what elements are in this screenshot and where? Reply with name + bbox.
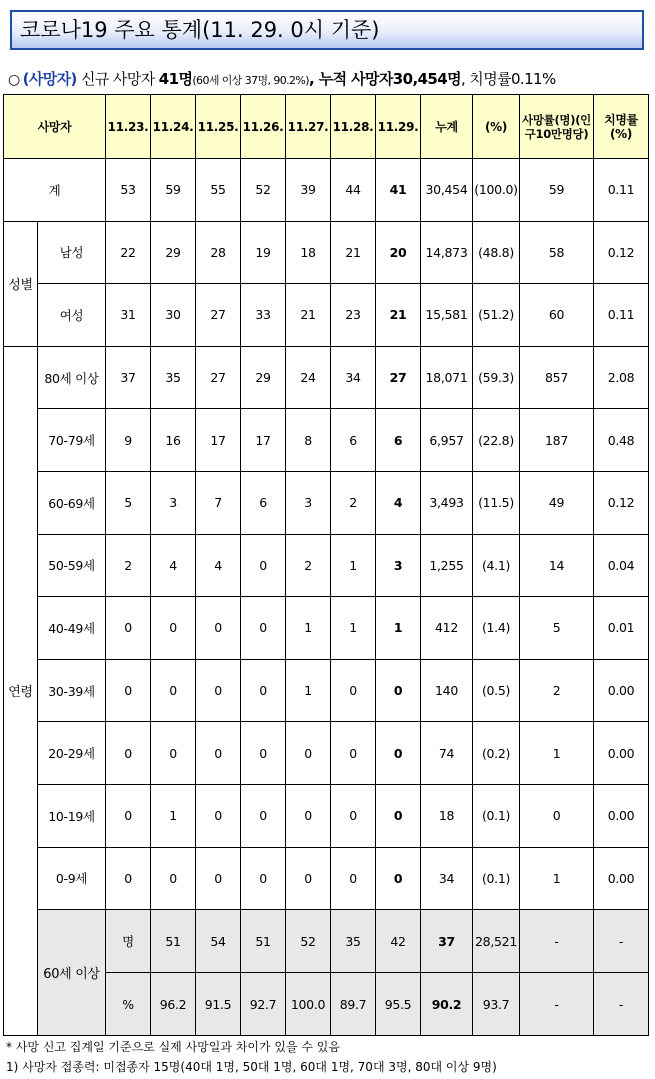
table-row xyxy=(4,597,649,660)
header-cfr: 치명률(%) xyxy=(594,95,649,159)
footnotes xyxy=(6,1037,651,1077)
daily-value: 0 xyxy=(196,659,241,722)
daily-value: 5 xyxy=(106,471,151,534)
daily-value: 0 xyxy=(331,784,376,847)
daily-value: 54 xyxy=(196,910,241,973)
percent-value: (11.5) xyxy=(473,471,520,534)
daily-value: 96.2 xyxy=(151,973,196,1036)
page-title: 코로나19 주요 통계(11. 29. 0시 기준) xyxy=(10,10,644,50)
daily-value: 30 xyxy=(151,284,196,347)
table-row xyxy=(4,659,649,722)
today-value: 90.2 xyxy=(421,973,473,1036)
table-row xyxy=(4,534,649,597)
daily-value: 27 xyxy=(196,284,241,347)
cfr-value: 0.00 xyxy=(594,659,649,722)
header-percent: (%) xyxy=(473,95,520,159)
daily-value: 27 xyxy=(196,346,241,409)
death-rate-value: 58 xyxy=(520,221,594,284)
daily-value: 9 xyxy=(106,409,151,472)
row-label: 남성 xyxy=(38,221,106,284)
percent-value: (0.5) xyxy=(473,659,520,722)
cumulative-value: 140 xyxy=(421,659,473,722)
daily-value: 1 xyxy=(286,659,331,722)
daily-value: 1 xyxy=(331,597,376,660)
header-date: 11.25. xyxy=(196,95,241,159)
daily-value: 17 xyxy=(196,409,241,472)
cfr-value: 0.12 xyxy=(594,221,649,284)
daily-value: 8 xyxy=(286,409,331,472)
summary-new-detail: (60세 이상 37명, 90.2%) xyxy=(192,74,309,87)
daily-value: 0 xyxy=(151,659,196,722)
daily-value: 17 xyxy=(241,409,286,472)
header-death-rate: 사망률(명)(인구10만명당) xyxy=(520,95,594,159)
daily-value: 59 xyxy=(151,159,196,222)
daily-value: 51 xyxy=(241,910,286,973)
summary-label: (사망자) xyxy=(22,70,77,88)
daily-value: 0 xyxy=(106,722,151,785)
table-row xyxy=(4,284,649,347)
today-value: 37 xyxy=(421,910,473,973)
summary-cum-prefix: , 누적 xyxy=(308,70,352,88)
summary-new-prefix: 신규 사망자 xyxy=(76,70,159,88)
daily-value: 16 xyxy=(151,409,196,472)
daily-value: 2 xyxy=(286,534,331,597)
daily-value: 100.0 xyxy=(286,973,331,1036)
today-value: 27 xyxy=(376,346,421,409)
daily-value: 0 xyxy=(106,784,151,847)
row-label: 60-69세 xyxy=(38,471,106,534)
cumulative-value: 18,071 xyxy=(421,346,473,409)
daily-value: 0 xyxy=(331,722,376,785)
daily-value: 37 xyxy=(106,346,151,409)
daily-value: 53 xyxy=(106,159,151,222)
death-rate-value: 5 xyxy=(520,597,594,660)
daily-value: 44 xyxy=(331,159,376,222)
death-rate-value: 1 xyxy=(520,847,594,910)
cumulative-value: 3,493 xyxy=(421,471,473,534)
summary-cum-label: 사망자30,454명 xyxy=(351,70,461,88)
row-label: 40-49세 xyxy=(38,597,106,660)
daily-value: 0 xyxy=(241,534,286,597)
daily-value: 92.7 xyxy=(241,973,286,1036)
daily-value: 1 xyxy=(331,534,376,597)
daily-value: 2 xyxy=(331,471,376,534)
daily-value: 0 xyxy=(196,784,241,847)
daily-value: 0 xyxy=(106,847,151,910)
daily-value: 0 xyxy=(286,847,331,910)
header-date: 11.27. xyxy=(286,95,331,159)
daily-value: 52 xyxy=(241,159,286,222)
today-value: 1 xyxy=(376,597,421,660)
cumulative-value: 93.7 xyxy=(473,973,520,1036)
cfr-value: 0.00 xyxy=(594,847,649,910)
death-rate-value: 49 xyxy=(520,471,594,534)
daily-value: 2 xyxy=(106,534,151,597)
header-date: 11.26. xyxy=(241,95,286,159)
cumulative-value: 74 xyxy=(421,722,473,785)
percent-value: (22.8) xyxy=(473,409,520,472)
row-label: 계 xyxy=(4,159,106,222)
daily-value: 4 xyxy=(196,534,241,597)
today-value: 0 xyxy=(376,784,421,847)
percent-value: (1.4) xyxy=(473,597,520,660)
percent-value: (4.1) xyxy=(473,534,520,597)
death-rate-value: 60 xyxy=(520,284,594,347)
daily-value: 89.7 xyxy=(331,973,376,1036)
daily-value: 95.5 xyxy=(376,973,421,1036)
daily-value: 0 xyxy=(241,722,286,785)
percent-value: - xyxy=(520,910,594,973)
daily-value: 0 xyxy=(241,784,286,847)
today-value: 3 xyxy=(376,534,421,597)
daily-value: 22 xyxy=(106,221,151,284)
daily-value: 35 xyxy=(331,910,376,973)
table-row xyxy=(4,221,649,284)
daily-value: 31 xyxy=(106,284,151,347)
daily-value: 28 xyxy=(196,221,241,284)
header-date: 11.24. xyxy=(151,95,196,159)
cfr-value: 0.00 xyxy=(594,784,649,847)
summary-new-count: 41명 xyxy=(158,70,193,88)
percent-value: (0.1) xyxy=(473,784,520,847)
daily-value: 18 xyxy=(286,221,331,284)
daily-value: 24 xyxy=(286,346,331,409)
percent-value: (48.8) xyxy=(473,221,520,284)
cfr-value: 0.11 xyxy=(594,159,649,222)
daily-value: 0 xyxy=(331,847,376,910)
group-label-gender: 성별 xyxy=(4,221,38,346)
table-row xyxy=(4,346,649,409)
cfr-value: 0.12 xyxy=(594,471,649,534)
daily-value: 42 xyxy=(376,910,421,973)
table-row-over60 xyxy=(4,910,649,973)
cumulative-value: 28,521 xyxy=(473,910,520,973)
death-rate-value: 59 xyxy=(520,159,594,222)
cumulative-value: 15,581 xyxy=(421,284,473,347)
daily-value: 7 xyxy=(196,471,241,534)
daily-value: 21 xyxy=(331,221,376,284)
table-row xyxy=(4,847,649,910)
percent-value: (100.0) xyxy=(473,159,520,222)
table-row xyxy=(4,159,649,222)
header-row xyxy=(4,95,649,159)
daily-value: 0 xyxy=(106,597,151,660)
cumulative-value: 34 xyxy=(421,847,473,910)
table-row xyxy=(4,722,649,785)
daily-value: 35 xyxy=(151,346,196,409)
death-rate-value: 14 xyxy=(520,534,594,597)
daily-value: 0 xyxy=(106,659,151,722)
daily-value: 0 xyxy=(241,659,286,722)
cumulative-value: 30,454 xyxy=(421,159,473,222)
daily-value: 0 xyxy=(151,847,196,910)
summary-cfr: , 치명률0.11% xyxy=(460,70,556,88)
cfr-value: 2.08 xyxy=(594,346,649,409)
percent-value: (59.3) xyxy=(473,346,520,409)
death-rate-value: - xyxy=(594,973,649,1036)
daily-value: 51 xyxy=(151,910,196,973)
daily-value: 91.5 xyxy=(196,973,241,1036)
daily-value: 19 xyxy=(241,221,286,284)
cfr-value: 0.00 xyxy=(594,722,649,785)
row-label: 70-79세 xyxy=(38,409,106,472)
today-value: 6 xyxy=(376,409,421,472)
today-value: 4 xyxy=(376,471,421,534)
summary-line xyxy=(8,66,648,92)
row-label: 50-59세 xyxy=(38,534,106,597)
group-label-age: 연령 xyxy=(4,346,38,1035)
daily-value: 0 xyxy=(196,847,241,910)
daily-value: 6 xyxy=(241,471,286,534)
death-rate-value: 187 xyxy=(520,409,594,472)
daily-value: 0 xyxy=(241,847,286,910)
daily-value: 23 xyxy=(331,284,376,347)
daily-value: 33 xyxy=(241,284,286,347)
row-label: 여성 xyxy=(38,284,106,347)
daily-value: 3 xyxy=(151,471,196,534)
today-value: 20 xyxy=(376,221,421,284)
row-label: 0-9세 xyxy=(38,847,106,910)
death-rate-value: - xyxy=(594,910,649,973)
percent-value: (51.2) xyxy=(473,284,520,347)
cumulative-value: 412 xyxy=(421,597,473,660)
daily-value: 0 xyxy=(196,597,241,660)
table-row xyxy=(4,471,649,534)
today-value: 21 xyxy=(376,284,421,347)
daily-value: 0 xyxy=(286,784,331,847)
daily-value: 0 xyxy=(241,597,286,660)
percent-value: - xyxy=(520,973,594,1036)
daily-value: 0 xyxy=(196,722,241,785)
daily-value: 29 xyxy=(151,221,196,284)
daily-value: 0 xyxy=(286,722,331,785)
cfr-value: 0.11 xyxy=(594,284,649,347)
death-rate-value: 2 xyxy=(520,659,594,722)
cfr-value: 0.04 xyxy=(594,534,649,597)
daily-value: 0 xyxy=(151,597,196,660)
daily-value: 1 xyxy=(151,784,196,847)
row-label: 10-19세 xyxy=(38,784,106,847)
header-category: 사망자 xyxy=(4,95,106,159)
daily-value: 34 xyxy=(331,346,376,409)
header-date: 11.23. xyxy=(106,95,151,159)
footnote: 1) 사망자 접종력: 미접종자 15명(40대 1명, 50대 1명, 60대 1명, 70대 3명, 80대 이상 9명) xyxy=(6,1060,497,1074)
cumulative-value: 14,873 xyxy=(421,221,473,284)
cfr-value: 0.48 xyxy=(594,409,649,472)
daily-value: 39 xyxy=(286,159,331,222)
row-label: 20-29세 xyxy=(38,722,106,785)
today-value: 0 xyxy=(376,659,421,722)
daily-value: 6 xyxy=(331,409,376,472)
percent-value: (0.2) xyxy=(473,722,520,785)
daily-value: 1 xyxy=(286,597,331,660)
header-date: 11.28. xyxy=(331,95,376,159)
cumulative-value: 1,255 xyxy=(421,534,473,597)
row-label: 80세 이상 xyxy=(38,346,106,409)
unit-label: % xyxy=(106,973,151,1036)
today-value: 0 xyxy=(376,847,421,910)
death-rate-value: 0 xyxy=(520,784,594,847)
unit-label: 명 xyxy=(106,910,151,973)
cfr-value: 0.01 xyxy=(594,597,649,660)
footnote: * 사망 신고 집계일 기준으로 실제 사망일과 차이가 있을 수 있음 xyxy=(6,1040,340,1054)
deaths-stats-table xyxy=(3,94,649,1036)
percent-value: (0.1) xyxy=(473,847,520,910)
header-date-today: 11.29. xyxy=(376,95,421,159)
today-value: 0 xyxy=(376,722,421,785)
header-cumulative: 누계 xyxy=(421,95,473,159)
daily-value: 21 xyxy=(286,284,331,347)
table-row xyxy=(4,784,649,847)
today-value: 41 xyxy=(376,159,421,222)
daily-value: 3 xyxy=(286,471,331,534)
daily-value: 0 xyxy=(151,722,196,785)
subgroup-label-over60: 60세 이상 xyxy=(38,910,106,1036)
death-rate-value: 1 xyxy=(520,722,594,785)
row-label: 30-39세 xyxy=(38,659,106,722)
cumulative-value: 6,957 xyxy=(421,409,473,472)
table-row xyxy=(4,409,649,472)
death-rate-value: 857 xyxy=(520,346,594,409)
cumulative-value: 18 xyxy=(421,784,473,847)
daily-value: 4 xyxy=(151,534,196,597)
daily-value: 29 xyxy=(241,346,286,409)
daily-value: 0 xyxy=(331,659,376,722)
bullet-icon: ○ xyxy=(8,72,20,88)
daily-value: 52 xyxy=(286,910,331,973)
daily-value: 55 xyxy=(196,159,241,222)
